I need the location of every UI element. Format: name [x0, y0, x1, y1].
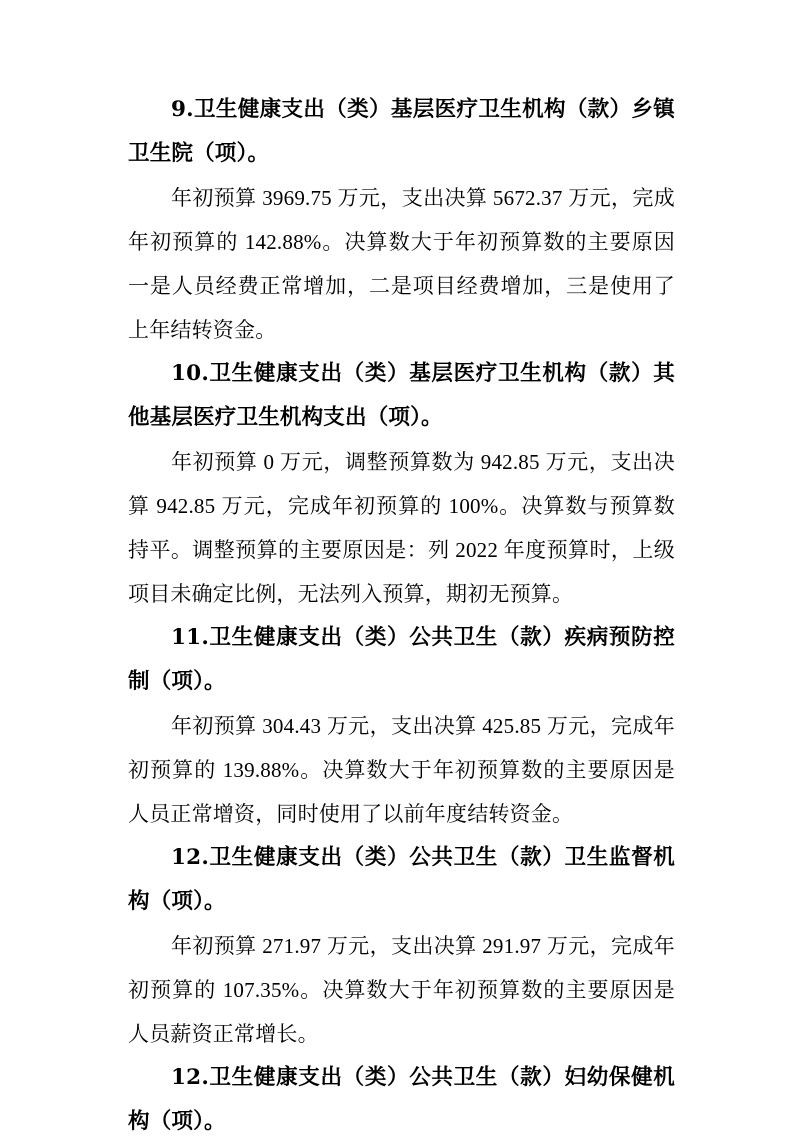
section-heading: 12.卫生健康支出（类）公共卫生（款）卫生监督机构（项）。 [128, 845, 675, 914]
section-heading: 9.卫生健康支出（类）基层医疗卫生机构（款）乡镇卫生院（项）。 [128, 97, 675, 166]
section-12b [128, 1056, 675, 1144]
section-11 [128, 616, 675, 836]
section-12 [128, 836, 675, 1056]
section-heading: 10.卫生健康支出（类）基层医疗卫生机构（款）其他基层医疗卫生机构支出（项）。 [128, 361, 675, 430]
section-paragraph: 年初预算 0 万元，调整预算数为 942.85 万元，支出决算 942.85 万元，完成年初预算的 100%。决算数与预算数持平。调整预算的主要原因是：列 2022 年度预算时，上级项目未确定比例，无法列入预算，期初无预算。 [128, 450, 675, 606]
section-heading: 11.卫生健康支出（类）公共卫生（款）疾病预防控制（项）。 [128, 625, 675, 694]
section-heading: 12.卫生健康支出（类）公共卫生（款）妇幼保健机构（项）。 [128, 1065, 675, 1134]
section-10 [128, 352, 675, 616]
section-9 [128, 88, 675, 352]
section-paragraph: 年初预算 3969.75 万元，支出决算 5672.37 万元，完成年初预算的 142.88%。决算数大于年初预算数的主要原因一是人员经费正常增加，二是项目经费增加，三是使用了上年结转资金。 [128, 186, 675, 342]
section-paragraph: 年初预算 304.43 万元，支出决算 425.85 万元，完成年初预算的 139.88%。决算数大于年初预算数的主要原因是人员正常增资，同时使用了以前年度结转资金。 [128, 714, 675, 826]
document-body [128, 88, 675, 1144]
section-paragraph: 年初预算 271.97 万元，支出决算 291.97 万元，完成年初预算的 107.35%。决算数大于年初预算数的主要原因是人员薪资正常增长。 [128, 934, 675, 1046]
